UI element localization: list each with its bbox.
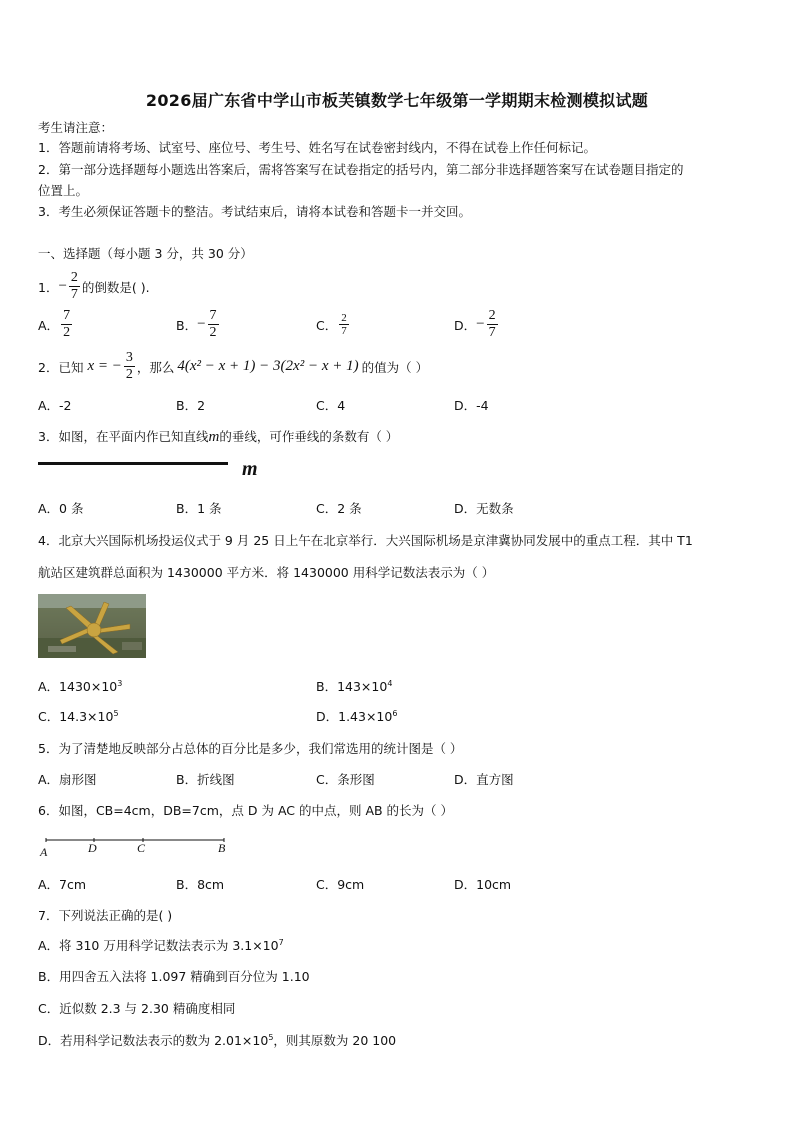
q3-var: m: [208, 429, 220, 445]
notice-item-2: 2．第一部分选择题每小题选出答案后，需将答案写在试卷指定的括号内，第二部分非选择题答案写在试卷题目指定的: [38, 162, 684, 177]
q7-option-b: B．用四舍五入法将 1.097 精确到百分位为 1.10: [38, 969, 310, 984]
q1-option-b-num: 7: [209, 308, 217, 323]
q4-option-d-base: D．1.43×10: [316, 709, 393, 724]
q1-option-d-num: 2: [488, 308, 496, 323]
q1-option-a-den: 2: [63, 325, 71, 340]
q2-suffix: 的值为（ ）: [361, 359, 429, 375]
q7-option-d-exp: 5: [268, 1032, 274, 1042]
q4-option-d-exp: 6: [392, 708, 398, 718]
q1-option-d: [454, 308, 500, 341]
q1-option-b-frac: [208, 308, 219, 341]
q7-option-d: [38, 1031, 396, 1049]
q1-option-c: [316, 312, 351, 337]
q2-frac-den: 2: [125, 367, 133, 382]
q2-option-c: C．4: [316, 398, 346, 413]
question-4-line2: 航站区建筑群总面积为 1430000 平方米．将 1430000 用科学记数法表示为（ ）: [38, 565, 495, 580]
q4-option-a-exp: 3: [117, 678, 123, 688]
airport-photo: [38, 594, 146, 658]
q4-option-a-base: A．1430×10: [38, 679, 118, 694]
q4-option-b-base: B．143×10: [316, 679, 388, 694]
line-m: [38, 462, 228, 465]
q2-mid: ，那么: [136, 359, 175, 375]
q7-option-c: C．近似数 2.3 与 2.30 精确度相同: [38, 1001, 236, 1016]
question-1: [38, 270, 150, 303]
q2-frac-num: 3: [125, 350, 133, 365]
notice-item-2-cont: 位置上。: [38, 183, 89, 198]
q5-option-a: A．扇形图: [38, 772, 97, 787]
q1-option-a: [38, 308, 74, 341]
notice-item-1: 1．答题前请将考场、试室号、座位号、考生号、姓名写在试卷密封线内，不得在试卷上作任何标记。: [38, 140, 596, 155]
q4-option-b-exp: 4: [387, 678, 393, 688]
q2-expression: 4(x² − x + 1) − 3(2x² − x + 1): [177, 358, 359, 374]
notice-item-3: 3．考生必须保证答题卡的整洁。考试结束后，请将本试卷和答题卡一并交回。: [38, 204, 471, 219]
q1-option-b-den: 2: [209, 325, 217, 340]
q4-option-c: [38, 707, 119, 725]
q7-option-d-base: D．若用科学记数法表示的数为 2.01×10: [38, 1033, 269, 1048]
q4-option-c-base: C．14.3×10: [38, 709, 114, 724]
q7-option-a-exp: 7: [278, 937, 284, 947]
question-7: 7．下列说法正确的是( ): [38, 908, 173, 923]
notice-heading: 考生请注意：: [38, 120, 114, 135]
point-a-label: A: [40, 845, 48, 859]
q1-option-a-frac: [61, 308, 72, 341]
q6-option-c: C．9cm: [316, 877, 365, 892]
q3-option-d: D．无数条: [454, 501, 514, 516]
q1-option-c-den: 7: [341, 325, 347, 337]
page-title: 2026届广东省中学山市板芙镇数学七年级第一学期期末检测模拟试题: [145, 91, 649, 110]
q2-option-d: D．-4: [454, 398, 489, 413]
question-3: [38, 427, 398, 446]
question-4-line1: 4．北京大兴国际机场投运仪式于 9 月 25 日上午在北京举行．大兴国际机场是京津冀协同发展中的重点工程．其中 T1: [38, 533, 693, 548]
q6-option-b: B．8cm: [176, 877, 225, 892]
q7-option-d-tail: ，则其原数为 20 100: [273, 1033, 397, 1048]
q1-frac-den: 7: [70, 287, 78, 302]
q4-option-d: [316, 707, 397, 725]
q5-option-d: D．直方图: [454, 772, 514, 787]
q1-option-c-num: 2: [341, 312, 347, 324]
q1-frac-num: 2: [70, 270, 78, 285]
q6-option-a: A．7cm: [38, 877, 87, 892]
q1-fraction: [69, 270, 80, 303]
q3-text-a: 3．如图，在平面内作已知直线: [38, 429, 209, 444]
q4-option-c-exp: 5: [113, 708, 119, 718]
q1-option-d-den: 7: [488, 325, 496, 340]
q5-option-b: B．折线图: [176, 772, 235, 787]
point-b-label: B: [218, 841, 226, 855]
q4-option-b: [316, 677, 392, 695]
q1-option-d-sign: −: [476, 316, 485, 332]
q1-option-a-num: 7: [63, 308, 71, 323]
line-m-label: m: [242, 458, 258, 480]
q2-prefix: 2．已知: [38, 359, 84, 375]
question-2: [38, 350, 428, 383]
q4-option-a: [38, 677, 122, 695]
q7-option-a-base: A．将 310 万用科学记数法表示为 3.1×10: [38, 938, 279, 953]
q1-option-b: [176, 308, 221, 341]
q1-option-c-label: C．: [316, 317, 338, 333]
q6-option-d: D．10cm: [454, 877, 512, 892]
q2-option-a: A．-2: [38, 398, 72, 413]
q3-option-c: C．2 条: [316, 501, 362, 516]
question-5: 5．为了清楚地反映部分占总体的百分比是多少，我们常选用的统计图是（ ）: [38, 741, 463, 756]
q1-option-d-frac: [487, 308, 498, 341]
q1-option-b-label: B．: [176, 317, 198, 333]
q7-option-a: [38, 936, 284, 954]
q1-option-c-frac: [339, 312, 349, 337]
q1-option-a-label: A．: [38, 317, 60, 333]
q1-text: 的倒数是( ).: [81, 279, 150, 295]
q3-text-b: 的垂线，可作垂线的条数有（ ）: [219, 429, 399, 444]
q2-fraction: [124, 350, 135, 383]
q3-option-b: B．1 条: [176, 501, 222, 516]
point-c-label: C: [137, 841, 146, 855]
q1-option-d-label: D．: [454, 317, 477, 333]
q3-option-a: A．0 条: [38, 501, 84, 516]
q2-x-equals: x = −: [87, 358, 122, 374]
q5-option-c: C．条形图: [316, 772, 375, 787]
question-6: 6．如图，CB=4cm，DB=7cm，点 D 为 AC 的中点，则 AB 的长为（ ）: [38, 803, 454, 818]
q1-minus: −: [58, 278, 67, 294]
segment-diagram: [38, 832, 238, 860]
q1-option-b-sign: −: [197, 316, 206, 332]
point-d-label: D: [88, 841, 97, 855]
q2-option-b: B．2: [176, 398, 206, 413]
q1-number: 1．: [38, 279, 59, 295]
section-heading: 一、选择题（每小题 3 分，共 30 分）: [38, 246, 253, 261]
